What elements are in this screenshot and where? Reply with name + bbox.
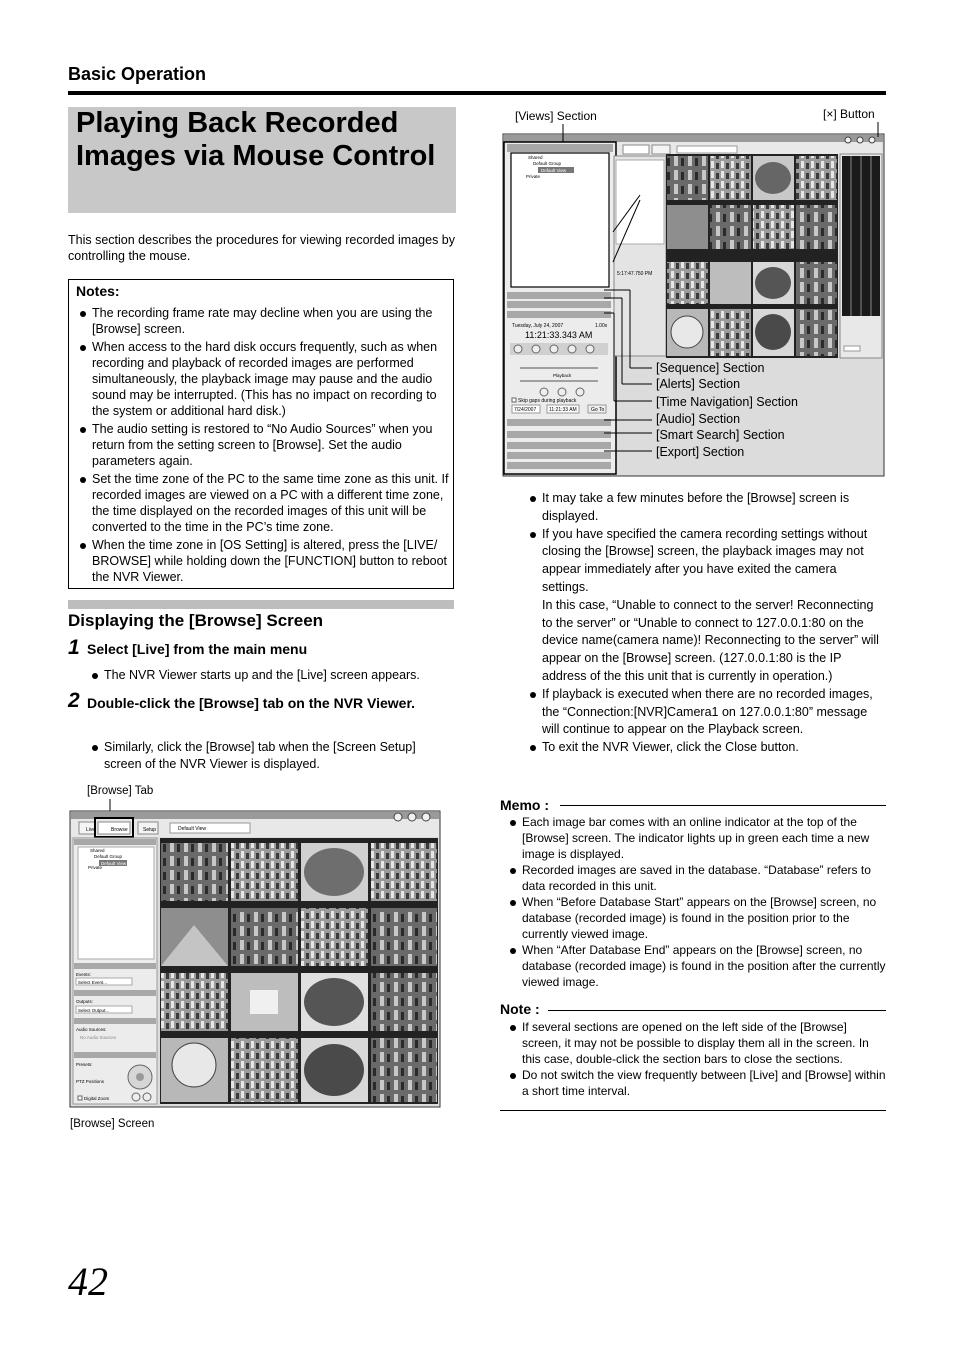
note-bottom-rule	[500, 1110, 886, 1111]
setup-tab-label: Setup	[143, 827, 157, 833]
outputs-label: Outputs:	[76, 999, 94, 1004]
sequence-section-callout: [Sequence] Section	[656, 361, 765, 375]
page-title-line2: Images via Mouse Control	[76, 140, 436, 172]
browse-tab-text: Browse	[111, 827, 128, 833]
note-list	[500, 1019, 886, 1099]
page-number: 42	[68, 1259, 108, 1304]
export-section-callout: [Export] Section	[656, 445, 745, 459]
notes-title: Notes:	[76, 283, 120, 299]
intro-paragraph: This section describes the procedures for viewing recorded images by controlling the mouse.	[68, 233, 455, 263]
time-small: 5:17:47.750 PM	[617, 271, 653, 277]
alerts-section-callout: [Alerts] Section	[656, 377, 741, 391]
right-bullet-text: To exit the NVR Viewer, click the Close button.	[542, 740, 799, 755]
views-section-callout: [Views] Section	[515, 109, 597, 123]
right-bullet-text: If playback is executed when there are no recorded images, the “Connection:[NVR]Camera1 on 127.0.0.1:80” message will continue to appear on the Playback screen.	[542, 686, 873, 737]
bullet-icon	[530, 745, 536, 751]
notes-item-text: When the time zone in [OS Setting] is altered, press the [LIVE/ BROWSE] while holding down the [FUNCTION] button to reboot the NVR Viewer.	[92, 538, 448, 584]
step-text: Double-click the [Browse] tab on the NVR Viewer.	[87, 695, 416, 711]
notes-item-text: The audio setting is restored to “No Audio Sources” when you return from the setting screen to [Browse]. Set the audio parameters again.	[92, 422, 433, 468]
memo-item	[500, 814, 886, 862]
bullet-icon	[510, 900, 516, 906]
audio-section-callout: [Audio] Section	[656, 412, 741, 426]
date-box: 7/24/2007	[514, 407, 537, 413]
bullet-icon	[510, 1025, 516, 1031]
tree-view: Default View	[541, 168, 567, 173]
right-bullet	[520, 490, 886, 526]
step-bullet-text: Similarly, click the [Browse] tab when the [Screen Setup] screen of the NVR Viewer is displayed.	[104, 740, 416, 771]
bullet-icon	[510, 820, 516, 826]
memo-item	[500, 942, 886, 990]
left-figure-caption: [Browse] Screen	[70, 1118, 155, 1130]
step-bullet-text: The NVR Viewer starts up and the [Live] screen appears.	[104, 668, 420, 682]
memo-rule	[560, 805, 886, 806]
audio-label: Audio Sources:	[76, 1027, 107, 1032]
tree-private: Private	[526, 174, 541, 179]
memo-item	[500, 894, 886, 942]
memo-item	[500, 862, 886, 894]
memo-title: Memo :	[500, 797, 549, 813]
notes-item-text: The recording frame rate may decline when you are using the [Browse] screen.	[92, 306, 433, 336]
memo-list	[500, 814, 886, 990]
speed-text: 1.00x	[595, 323, 608, 329]
step-text: Select [Live] from the main menu	[87, 641, 308, 657]
tree-shared: Shared	[90, 848, 105, 853]
subsection-title: Displaying the [Browse] Screen	[68, 611, 324, 630]
goto-button: Go To	[591, 407, 605, 413]
memo-item-text: Each image bar comes with an online indicator at the top of the [Browse] screen. The indicator lights up in green each time a new image is displayed.	[522, 815, 870, 861]
notes-item-text: When access to the hard disk occurs frequently, such as when recording and playback of recorded images are performed simultaneously, the playback image may pause and the audio sound may be interrupted. (This has no impact on recording to the system or additional hard disk.)	[92, 340, 438, 418]
bullet-icon	[530, 532, 536, 538]
tree-group: Default Group	[533, 161, 562, 166]
memo-item-text: When “After Database End” appears on the [Browse] screen, no database (recorded image) is found in the position after the currently viewed image.	[522, 943, 886, 989]
audio-value: No Audio Sources	[80, 1035, 117, 1040]
camera-grid	[666, 154, 838, 358]
events-label: Events:	[76, 972, 92, 977]
step-number: 1	[68, 636, 80, 659]
time-box: 11:21:33 AM	[549, 407, 577, 413]
digital-zoom: Digital Zoom	[84, 1096, 110, 1101]
tree-view: Default View	[101, 861, 127, 866]
note-title: Note :	[500, 1001, 540, 1017]
note-rule	[548, 1010, 886, 1011]
right-bullet	[520, 739, 886, 757]
bullet-icon	[530, 496, 536, 502]
close-icon	[869, 137, 875, 143]
memo-item-text: When “Before Database Start” appears on the [Browse] screen, no database (recorded image) is found in the position prior to the currently viewed image.	[522, 895, 877, 941]
skip-label: Skip gaps during playback	[518, 398, 577, 404]
bullet-icon	[530, 692, 536, 698]
outputs-select: Select Output...	[78, 1008, 110, 1013]
time-navigation-section-callout: [Time Navigation] Section	[656, 395, 798, 409]
note-item-text: If several sections are opened on the left side of the [Browse] screen, it may not be possible to display them all in the screen. In this case, double-click the section bars to close the sections.	[522, 1020, 869, 1066]
tree-group: Default Group	[94, 854, 123, 859]
right-bullets	[520, 490, 886, 757]
right-bullet	[520, 526, 886, 686]
ptz-positions: PTZ Positions	[76, 1079, 105, 1084]
live-tab-label: Live	[86, 827, 96, 833]
note-item-text: Do not switch the view frequently between [Live] and [Browse] within a short time interval.	[522, 1068, 886, 1098]
view-select-text: Default View	[178, 826, 206, 832]
bullet-icon	[510, 1073, 516, 1079]
bullet-icon	[510, 948, 516, 954]
section-label: Basic Operation	[68, 64, 207, 84]
tree-private: Private	[88, 865, 103, 870]
right-bullet	[520, 686, 886, 739]
right-bullet-text: If you have specified the camera recording settings without closing the [Browse] screen, the playback images may not appear immediately after you have exited the camera settings. In this case, “Unable to connect to the server! Reconnecting to the server” or “Unable to connect to 127.0.0.1:80 on the device name(camera name)! Reconnecting to the server” will appear on the [Browse] screen. (127.0.0.1:80 is the IP address of the this unit that is currently in operation.)	[542, 526, 879, 683]
events-select: Select Event...	[78, 980, 108, 985]
date-text: Tuesday, July 24, 2007	[512, 323, 564, 329]
memo-item-text: Recorded images are saved in the database. “Database” refers to data recorded in this unit.	[522, 863, 871, 893]
step-number: 2	[68, 689, 80, 712]
note-item	[500, 1019, 886, 1067]
tree-shared: Shared	[528, 155, 543, 160]
browse-tab-callout: [Browse] Tab	[87, 785, 154, 797]
bullet-icon	[510, 868, 516, 874]
note-item	[500, 1067, 886, 1099]
playback-label: Playback	[553, 373, 572, 378]
page-title-line1: Playing Back Recorded	[76, 107, 399, 139]
right-bullet-text: It may take a few minutes before the [Browse] screen is displayed.	[542, 491, 850, 523]
close-button-callout: [×] Button	[823, 107, 875, 121]
time-big: 11:21:33.343 AM	[525, 330, 593, 340]
notes-item-text: Set the time zone of the PC to the same time zone as this unit. If recorded images are viewed on a PC with a different time zone, the time displayed on the recorded images of this unit will be converted to the time in the PC’s time zone.	[92, 472, 449, 534]
smart-search-section-callout: [Smart Search] Section	[656, 428, 785, 442]
ptz-presets: Presets:	[76, 1062, 93, 1067]
